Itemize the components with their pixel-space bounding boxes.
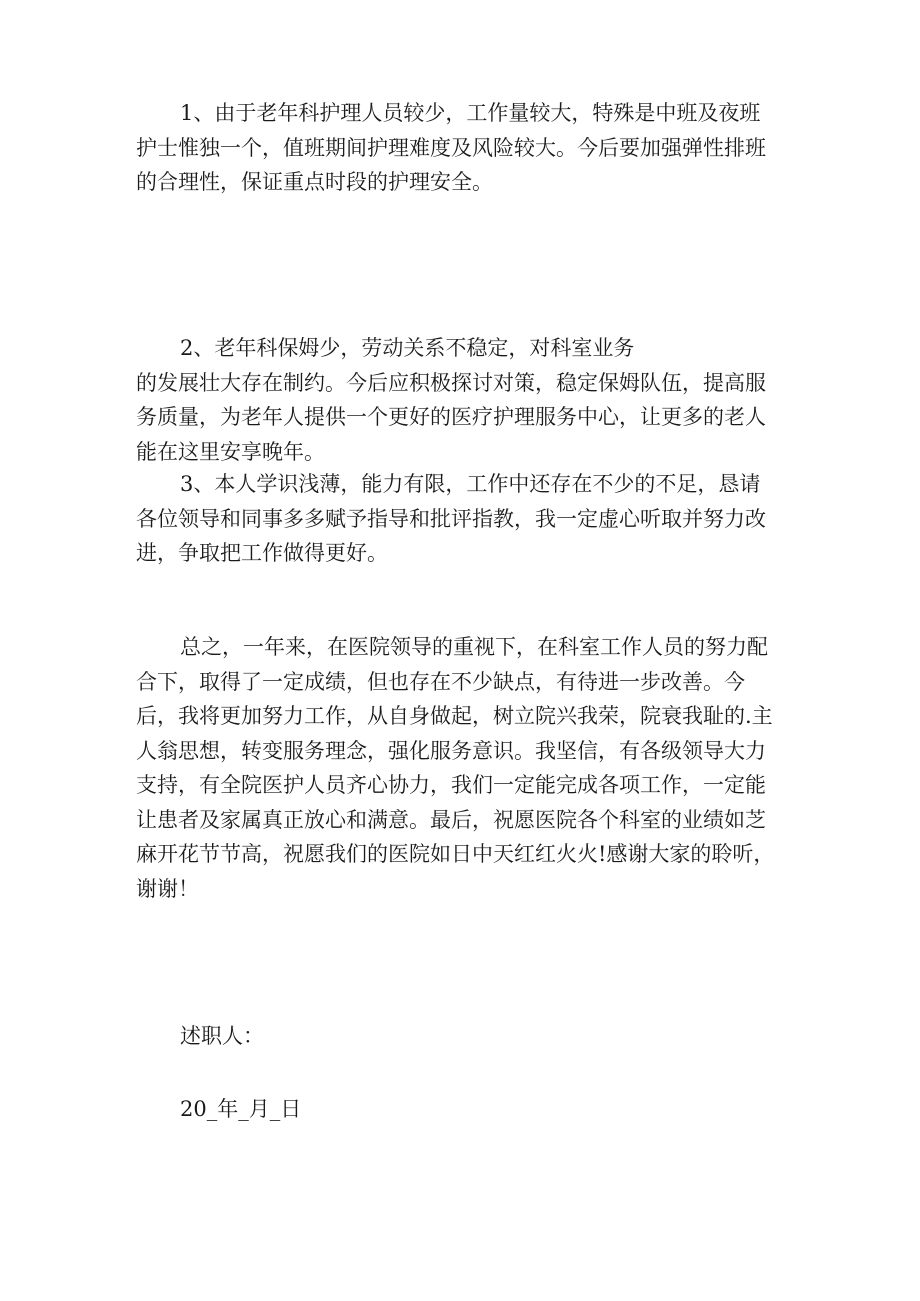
text-line: 麻开花节节高，祝愿我们的医院如日中天红红火火!感谢大家的聆听， [136, 842, 775, 866]
text-line: 谢谢！ [136, 876, 199, 901]
date-line: 20_年_月_日 [180, 1097, 302, 1121]
paragraph-conclusion [136, 630, 796, 906]
paragraph-self-assessment [136, 467, 796, 571]
text-line: 1、由于老年科护理人员较少，工作量较大，特殊是中班及夜班 [180, 101, 761, 125]
text-line: 总之，一年来，在医院领导的重视下，在科室工作人员的努力配 [180, 635, 768, 659]
text-line: 3、本人学识浅薄，能力有限，工作中还存在不少的不足，恳请 [180, 472, 761, 496]
text-line: 的发展壮大存在制约。今后应积极探讨对策，稳定保姆队伍，提高服 [136, 370, 766, 395]
text-line: 的合理性，保证重点时段的护理安全。 [136, 170, 493, 194]
paragraph-nanny-shortage [136, 331, 796, 469]
text-line: 能在这里安享晚年。 [136, 439, 325, 464]
text-line: 支持，有全院医护人员齐心协力，我们一定能完成各项工作，一定能 [136, 773, 766, 797]
text-line: 合下，取得了一定成绩，但也存在不少缺点，有待进一步改善。今 [136, 669, 745, 694]
text-line: 务质量，为老年人提供一个更好的医疗护理服务中心，让更多的老人 [136, 405, 766, 429]
text-line: 各位领导和同事多多赋予指导和批评指教，我一定虚心听取并努力改 [136, 506, 766, 531]
paragraph-staffing-shortage [136, 96, 796, 200]
text-line: 后，我将更加努力工作，从自身做起，树立院兴我荣，院衰我耻的.主 [136, 704, 773, 728]
text-line: 护士惟独一个，值班期间护理难度及风险较大。今后要加强弹性排班 [136, 135, 766, 160]
text-line: 进，争取把工作做得更好。 [136, 541, 388, 565]
text-line: 让患者及家属真正放心和满意。最后，祝愿医院各个科室的业绩如芝 [136, 807, 766, 832]
signature-label: 述职人： [180, 1024, 264, 1048]
text-line: 人翁思想，转变服务理念，强化服务意识。我坚信，有各级领导大力 [136, 738, 766, 763]
text-line: 2、老年科保姆少，劳动关系不稳定，对科室业务 [180, 336, 635, 360]
